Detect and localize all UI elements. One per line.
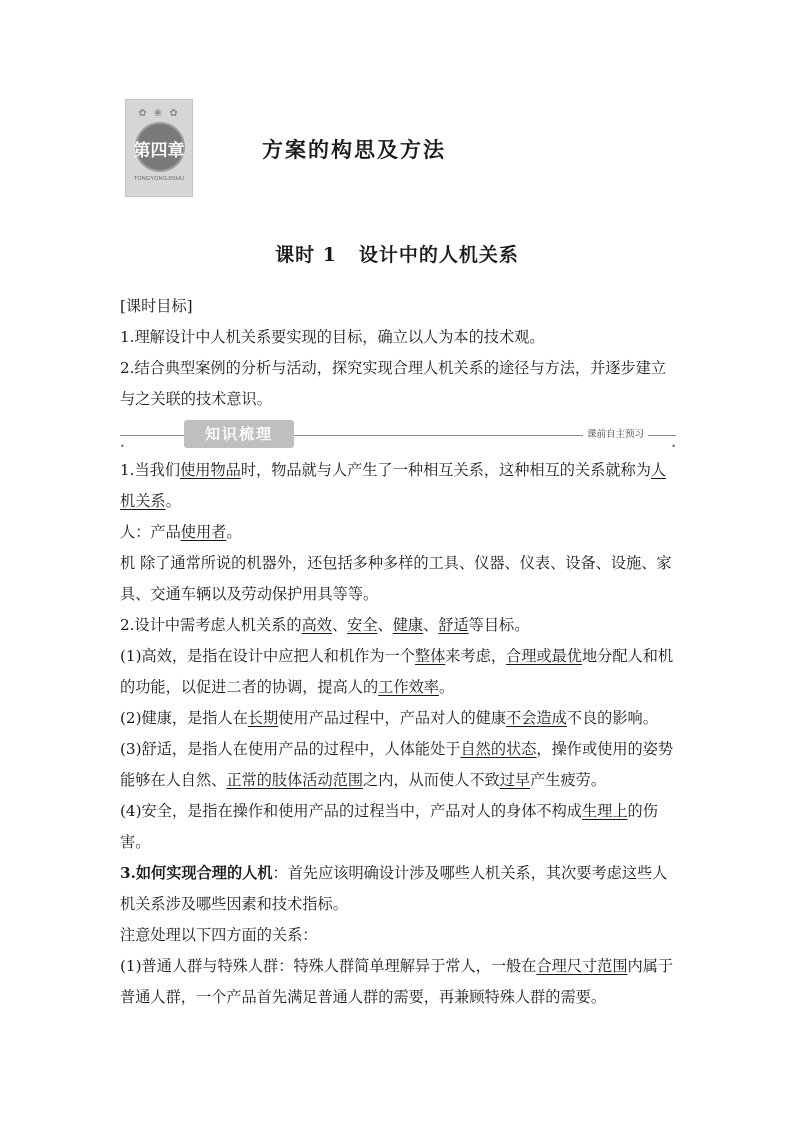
- blank-answer: 正常的肢体活动范围: [226, 771, 363, 789]
- blank-answer: 不会造成: [506, 709, 567, 727]
- badge-ornament: ✿ ❀ ✿: [138, 108, 180, 119]
- text: (4)安全，是指在操作和使用产品的过程当中，产品对人的身体不构成: [120, 802, 582, 820]
- objective-item: 2.结合典型案例的分析与活动，探究实现合理人机关系的途径与方法，并逐步建立与之关联的技术意识。: [120, 359, 667, 408]
- paragraph-7: [120, 734, 676, 796]
- text: 来考虑，: [445, 647, 507, 665]
- blank-answer: 合理尺寸范围: [536, 957, 628, 975]
- blank-answer: 舒适: [438, 616, 469, 634]
- lesson-number: 课时 1: [275, 244, 337, 266]
- objectives-heading: [课时目标]: [120, 297, 193, 315]
- blank-answer: 合理或最优: [506, 647, 582, 665]
- blank-answer: 整体: [414, 647, 446, 665]
- text: 等目标。: [468, 616, 530, 634]
- chapter-badge: [125, 99, 193, 197]
- blank-answer: 健康: [392, 616, 424, 634]
- blank-answer: 工作效率: [378, 678, 439, 696]
- text: 地分配人和机的功能，以促进二者的协调，提高人的: [120, 647, 674, 696]
- blank-answer: 安全: [347, 616, 378, 634]
- paragraph-6: [120, 703, 676, 734]
- text: 。: [438, 678, 455, 696]
- text: 。: [165, 492, 181, 510]
- lesson-name: 设计中的人机关系: [358, 244, 519, 266]
- blank-answer: 生理上: [581, 802, 628, 820]
- paragraph-4: [120, 610, 676, 641]
- text: ：首先应该明确设计涉及哪些人机关系，其次要考虑这些人机关系涉及哪些因素和技术指标。: [120, 864, 668, 913]
- blank-answer: 使用者: [180, 523, 227, 541]
- text: 之内，从而使人不致: [363, 771, 500, 789]
- chapter-title: 方案的构思及方法: [262, 137, 446, 162]
- text: ，操作或使用的姿势能够在人自然、: [120, 740, 674, 789]
- text: 使用产品过程中，产品对人的健康: [278, 709, 507, 727]
- text: 2.设计中需考虑人机关系的: [120, 616, 302, 634]
- text: 人：产品: [120, 523, 181, 541]
- paragraph-1: [120, 455, 676, 517]
- text: 。: [226, 523, 242, 541]
- badge-label: 第四章: [133, 141, 185, 161]
- paragraph-2: [120, 517, 676, 548]
- section-tag: 知识梳理: [184, 420, 294, 448]
- lesson-title: [0, 240, 794, 267]
- blank-answer: 长期: [247, 709, 279, 727]
- text: (1)高效，是指在设计中应把人和机作为一个: [120, 647, 415, 665]
- text: 、: [377, 616, 393, 634]
- blank-answer: 人机关系: [120, 461, 667, 510]
- paragraph-3: 机 除了通常所说的机器外，还包括多种多样的工具、仪器、仪表、设备、设施、家具、交通车辆以及劳动保护用具等等。: [120, 554, 672, 603]
- document-body: [120, 291, 676, 1013]
- text: 1.当我们: [120, 461, 181, 479]
- text: (1)普通人群与特殊人群：特殊人群简单理解异于常人，一般在: [120, 957, 537, 975]
- blank-answer: 自然的状态: [460, 740, 537, 758]
- paragraph-10: 注意处理以下四方面的关系：: [120, 926, 318, 944]
- blank-answer: 使用物品: [180, 461, 241, 479]
- paragraph-5: [120, 641, 676, 703]
- blank-answer: 过早: [499, 771, 531, 789]
- text: 产生疲劳。: [530, 771, 606, 789]
- paragraph-9: [120, 858, 676, 920]
- text: 、: [331, 616, 348, 634]
- text: 、: [423, 616, 439, 634]
- section-divider: [120, 415, 676, 455]
- paragraph-8: [120, 796, 676, 858]
- paragraph-11: [120, 951, 676, 1013]
- objective-item: 1.理解设计中人机关系要实现的目标，确立以人为本的技术观。: [120, 328, 545, 346]
- bold-text: 3.如何实现合理的人机: [120, 864, 273, 882]
- divider-dot: •: [120, 442, 125, 451]
- text: 不良的影响。: [566, 709, 658, 727]
- text: (3)舒适，是指人在使用产品的过程中，人体能处于: [120, 740, 461, 758]
- divider-dot: •: [671, 442, 676, 451]
- badge-subtitle: TONGYONGJISHU: [133, 176, 185, 182]
- section-right-label: 课前自主预习: [583, 427, 648, 443]
- text: (2)健康，是指人在: [120, 709, 248, 727]
- text: 时，物品就与人产生了一种相互关系，这种相互的关系就称为: [240, 461, 651, 479]
- blank-answer: 高效: [301, 616, 332, 634]
- text: 的伤害。: [120, 802, 658, 851]
- text: 内属于普通人群，一个产品首先满足普通人群的需要，再兼顾特殊人群的需要。: [120, 957, 674, 1006]
